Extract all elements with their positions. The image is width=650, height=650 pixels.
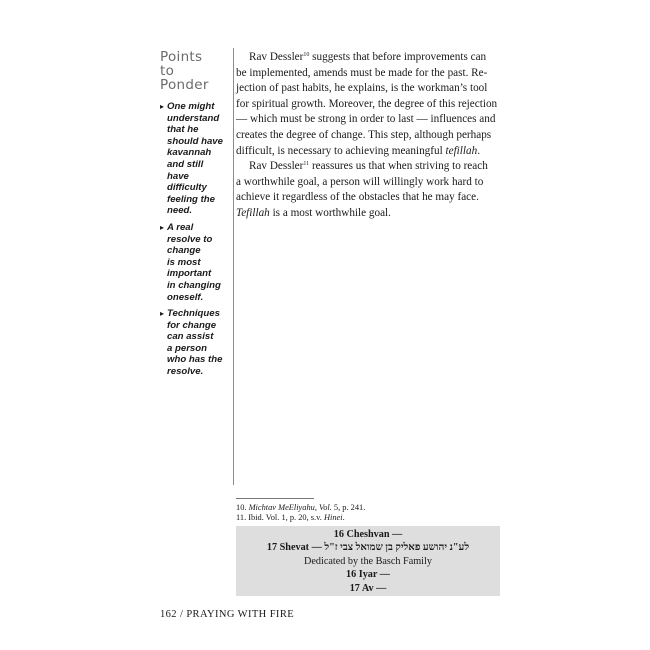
point-line: understand <box>167 112 220 124</box>
dedication-date: 17 Av — <box>349 582 387 594</box>
text-line: Rav Dessler$^{11}$ reassures us that when striving to reach <box>249 160 488 173</box>
point-line: resolve. <box>167 366 204 378</box>
dedication-name-line <box>236 541 500 554</box>
paragraph-dessler-reassures <box>236 159 500 221</box>
point-line: A real <box>167 221 194 233</box>
sidebar-title <box>160 50 230 92</box>
point-line: have <box>167 170 189 182</box>
dedication-date: 16 Iyar — <box>346 569 390 581</box>
point-line: for change <box>167 319 217 331</box>
point-to-ponder <box>160 222 230 303</box>
page-footer: 162 / PRAYING WITH FIRE <box>160 609 295 620</box>
dedication-hebrew-name: לע"נ יהושע פאליק בן שמואל צבי ז"ל <box>324 542 470 554</box>
text-line: Tefillah is a most worthwhile goal. <box>236 206 391 219</box>
point-line: One might <box>167 101 215 112</box>
text-line: creates the degree of change. This step, although perhaps <box>236 128 492 141</box>
text-line: a worthwhile goal, a person will willingly work hard to <box>236 175 484 188</box>
text-line: difficult, is necessary to achieving meaningful tefillah. <box>236 144 480 157</box>
points-to-ponder-sidebar <box>160 50 230 383</box>
point-line: feeling the <box>167 193 215 205</box>
point-line: a person <box>167 342 207 354</box>
point-line: can assist <box>167 331 214 343</box>
footnote-rule <box>236 498 314 499</box>
triangle-right-icon: ▸ <box>160 309 165 319</box>
points-list <box>160 101 230 378</box>
footnote-ref: 10 <box>303 52 310 58</box>
dedication-sponsor: Dedicated by the Basch Family <box>304 555 432 567</box>
sidebar-title-line: Points <box>160 49 203 65</box>
point-line: need. <box>167 205 193 217</box>
triangle-right-icon: ▸ <box>160 102 165 111</box>
point-line: difficulty <box>167 182 207 194</box>
text-line: achieve it regardless of the obstacles that he may face. <box>236 191 479 204</box>
vertical-divider <box>233 48 234 485</box>
sidebar-title-line: Ponder <box>160 77 209 93</box>
italic-term: Hinei <box>323 513 343 523</box>
dedication-box <box>236 526 500 596</box>
triangle-right-icon: ▸ <box>160 222 165 232</box>
text-line: be implemented, amends must be made for the past. Re- <box>236 66 488 79</box>
point-line: who has the <box>167 354 223 366</box>
point-line: in changing <box>167 279 221 291</box>
text-line: jection of past habits, he explains, is the workman’s tool <box>236 82 488 95</box>
point-line: should have <box>167 135 223 147</box>
point-line: kavannah <box>167 147 212 159</box>
italic-term: tefillah <box>445 144 478 157</box>
point-line: oneself. <box>167 291 204 303</box>
point-to-ponder <box>160 308 230 378</box>
main-text <box>236 50 500 222</box>
footnote: 10. Michtav MeEliyahu, Vol. 5, p. 241. <box>236 503 366 512</box>
paragraph-dessler-amends <box>236 50 500 159</box>
point-line: Techniques <box>167 308 220 320</box>
point-line: and still <box>167 158 204 170</box>
point-line: that he <box>167 124 199 136</box>
point-line: is most <box>167 256 201 268</box>
italic-term: Michtav MeEliyahu, Vol. <box>248 503 332 512</box>
sidebar-title-line: to <box>160 63 175 79</box>
point-line: change <box>167 245 201 257</box>
footnotes <box>236 503 365 524</box>
footnote: 11. Ibid. Vol. 1, p. 20, s.v. Hinei. <box>236 513 345 523</box>
text-line: — which must be strong in order to last — influences and <box>236 113 496 126</box>
text-line: for spiritual growth. Moreover, the degree of this rejection <box>236 97 498 110</box>
point-to-ponder <box>160 101 230 217</box>
dedication-date: 16 Cheshvan — <box>333 529 403 540</box>
point-line: resolve to <box>167 233 213 245</box>
point-line: important <box>167 268 212 280</box>
dedication-date: 17 Shevat — <box>266 542 322 554</box>
italic-term: Tefillah <box>236 206 270 219</box>
text-line: Rav Dessler$^{10}$ suggests that before improvements can <box>249 51 487 63</box>
footnote-ref: 11 <box>303 161 310 168</box>
